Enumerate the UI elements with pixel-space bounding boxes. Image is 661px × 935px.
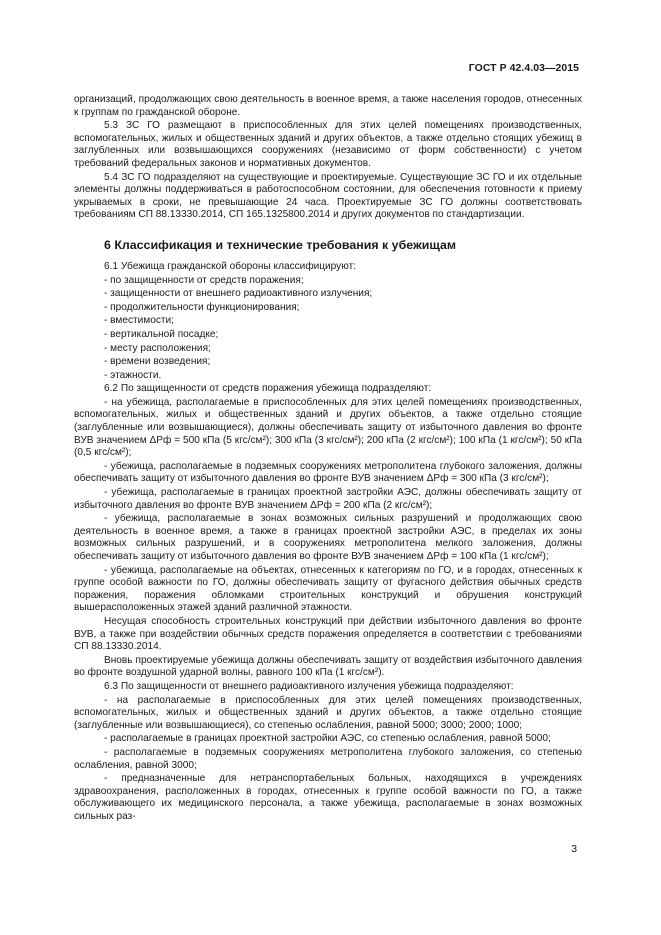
paragraph: - месту расположения; <box>104 342 211 354</box>
paragraph: 5.3 ЗС ГО размещают в приспособленных для этих целей помещениях производственных, вспомогательных, жилых и общественных зданий и других объектов, а также отдельно стоящих убежищ в заглубленных или возвышающихся сооружениях (независимо от форм собственности) с учетом требований федеральных законов и нормативных документов. <box>74 120 582 169</box>
page-number: 3 <box>571 844 577 855</box>
paragraph: - убежища, располагаемые на объектах, отнесенных к категориям по ГО, и в городах, отнесенных к группе особой важности по ГО, должны обеспечивать защиту от фугасного действия обычных средств поражения, поражения обломками строительных конструкций и обрушения конструкций вышерасположенных этажей зданий различной этажности. <box>74 564 582 614</box>
paragraph: 6.1 Убежища гражданской обороны классифицируют: <box>104 260 356 272</box>
paragraph: 5.4 ЗС ГО подразделяют на существующие и проектируемые. Существующие ЗС ГО и их отдельные элементы должны поддерживаться в работоспособном состоянии, для обеспечения готовности к приему укрываемых в сроки, не превышающие 24 часа. Проектируемые ЗС ГО должны соответствовать требованиям СП 88.13330.2014, СП 165.1325800.2014 и других документов по стандартизации. <box>74 171 582 221</box>
paragraph: Вновь проектируемые убежища должны обеспечивать защиту от воздействия избыточного давления во фронте воздушной ударной волны, равного 100 кПа (1 кгс/см²). <box>74 654 582 679</box>
doc-code-header: ГОСТ Р 42.4.03—2015 <box>468 63 579 74</box>
paragraph: - предназначенные для нетранспортабельных больных, находящихся в учреждениях здравоохранения, расположенных в городах, отнесенных к группе особой важности по ГО, а также обслуживающего их медицинского персонала, а также убежища, располагаемые в зонах возможных сильных раз- <box>74 773 582 822</box>
paragraph: - времени возведения; <box>104 356 211 368</box>
document-body <box>74 94 582 824</box>
paragraph: - убежища, располагаемые в зонах возможных сильных разрушений и продолжающих свою деятельность в военное время, а также в границах проектной застройки АЭС, в пределах их зоны возможных сильных разрушений, и в сооружениях метрополитена мелкого заложения, должны обеспечивать защиту от избыточного давления во фронте ВУВ значением ΔPф = 100 кПа (1 кгс/см²); <box>74 513 582 562</box>
paragraph: - вертикальной посадке; <box>104 328 219 340</box>
paragraph: - располагаемые в границах проектной застройки АЭС, со степенью ослабления, равной 5000; <box>104 733 551 745</box>
paragraph: - располагаемые в подземных сооружениях метрополитена глубокого заложения, со степенью ослабления, равной 3000; <box>74 746 582 771</box>
paragraph: - этажности. <box>104 369 162 381</box>
section-paragraphs <box>74 261 582 824</box>
paragraph: Несущая способность строительных конструкций при действии избыточного давления во фронте ВУВ, а также при воздействии обычных средств поражения определяется в соответствии с требованиями СП 88.13330.2014. <box>74 615 582 653</box>
intro-paragraphs <box>74 94 582 222</box>
paragraph: - продолжительности функционирования; <box>104 301 300 313</box>
paragraph: - защищенности от внешнего радиоактивного излучения; <box>104 288 373 300</box>
paragraph: 6.3 По защищенности от внешнего радиоактивного излучения убежища подразделяют: <box>104 680 514 692</box>
paragraph: - вместимости; <box>104 315 174 327</box>
paragraph: - на убежища, располагаемые в приспособленных для этих целей помещениях производственных, вспомогательных, жилых и общественных зданий и других объектов, а также отдельно стоящие (заглубленные или возвышающиеся), должны обеспечивать защиту от избыточного давления во фронте ВУВ значением ΔPф = 500 кПа (5 кгс/см²); 300 кПа (3 кгс/см²); 200 кПа (2 кгс/см²); 100 кПа (1 кгс/см²); 50 кПа (0,5 кгс/см²); <box>74 396 582 459</box>
paragraph: - убежища, располагаемые в границах проектной застройки АЭС, должны обеспечивать защиту от избыточного давления во фронте ВУВ значением ΔPф = 200 кПа (2 кгс/см²); <box>74 487 582 511</box>
paragraph: 6.2 По защищенности от средств поражения убежища подразделяют: <box>104 383 432 395</box>
paragraph: - по защищенности от средств поражения; <box>104 274 304 286</box>
paragraph: - на располагаемые в приспособленных для этих целей помещениях производственных, вспомогательных, жилых и общественных зданий и других объектов, а также отдельно стоящие (заглубленные или возвышающиеся), со степенью ослабления, равной 5000; 3000; 2000; 1000; <box>74 694 582 731</box>
section-heading: 6 Классификация и технические требования к убежищам <box>104 237 457 252</box>
paragraph: организаций, продолжающих свою деятельность в военное время, а также населения городов, отнесенных к группам по гражданской обороне. <box>74 94 582 118</box>
paragraph: - убежища, располагаемые в подземных сооружениях метрополитена глубокого заложения, должны обеспечивать защиту от избыточного давления во фронте ВУВ значением ΔPф = 300 кПа (3 кгс/см²); <box>74 460 582 485</box>
